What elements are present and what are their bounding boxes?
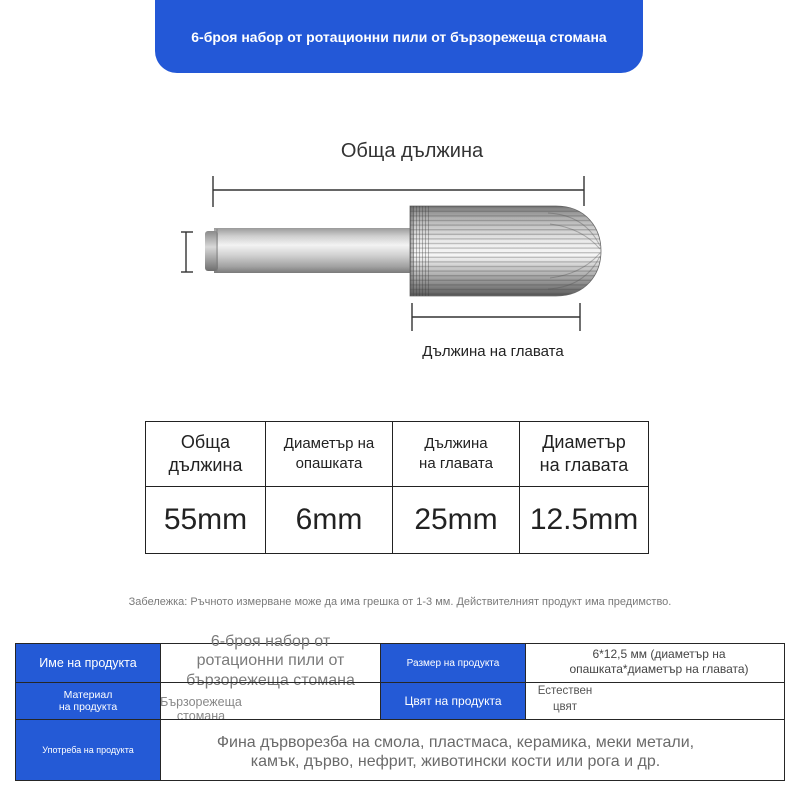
head-length-dimension-line xyxy=(412,303,580,331)
spec-material-value: Бързорежеща стомана xyxy=(160,695,242,723)
spec-size-label: Размер на продукта xyxy=(380,643,526,683)
spec-size-value: 6*12,5 мм (диаметър на опашката*диаметър на главата) xyxy=(569,647,749,676)
drill-shank xyxy=(214,228,412,273)
dimensions-header-head-length: Дължина на главата xyxy=(393,422,520,487)
spec-size-value-cell xyxy=(525,643,785,683)
dimensions-value-overall-length: 55mm xyxy=(146,487,266,554)
drill-bit-diagram xyxy=(0,160,800,340)
dimensions-value-shank-diameter: 6mm xyxy=(266,487,393,554)
drill-head-flutes xyxy=(410,206,605,296)
title-banner xyxy=(155,0,643,73)
shank-diameter-dimension-line xyxy=(181,232,193,272)
dimensions-header-head-diameter: Диаметър на главата xyxy=(520,422,649,487)
dimensions-header-shank-diameter: Диаметър на опашката xyxy=(266,422,393,487)
spec-usage-value: Фина дърворезба на смола, пластмаса, керамика, меки метали, камък, дърво, нефрит, животински кости или рога и др. xyxy=(216,734,695,770)
dimensions-value-head-diameter: 12.5mm xyxy=(520,487,649,554)
spec-color-value: Естествен цвят xyxy=(537,685,593,713)
dimensions-header-overall-length: Обща дължина xyxy=(146,422,266,487)
spec-material-value-cell xyxy=(160,682,381,723)
spec-usage-label: Употреба на продукта xyxy=(15,719,161,781)
banner-title: 6-броя набор от ротационни пили от бързорежеща стомана xyxy=(191,28,607,45)
spec-color-label: Цвят на продукта xyxy=(380,682,526,720)
spec-usage-value-cell xyxy=(160,719,785,781)
overall-length-dimension-line xyxy=(213,176,584,207)
overall-length-label: Обща дължина xyxy=(340,140,484,162)
drill-shank-end xyxy=(205,231,218,271)
spec-name-label: Име на продукта xyxy=(15,643,161,683)
dimensions-table xyxy=(145,421,649,554)
spec-name-value: 6-броя набор от ротационни пили от бързорежеща стомана xyxy=(186,632,355,689)
head-length-label: Дължина на главата xyxy=(422,343,564,360)
spec-name-value-cell xyxy=(160,632,381,689)
measurement-note: Забележка: Ръчното измерване може да има грешка от 1-3 мм. Действителният продукт има предимство. xyxy=(128,596,672,608)
drill-head-collar-edge xyxy=(410,206,414,296)
dimensions-value-head-length: 25mm xyxy=(393,487,520,554)
spec-material-label: Материал на продукта xyxy=(15,682,161,720)
spec-color-value-cell xyxy=(525,682,785,720)
